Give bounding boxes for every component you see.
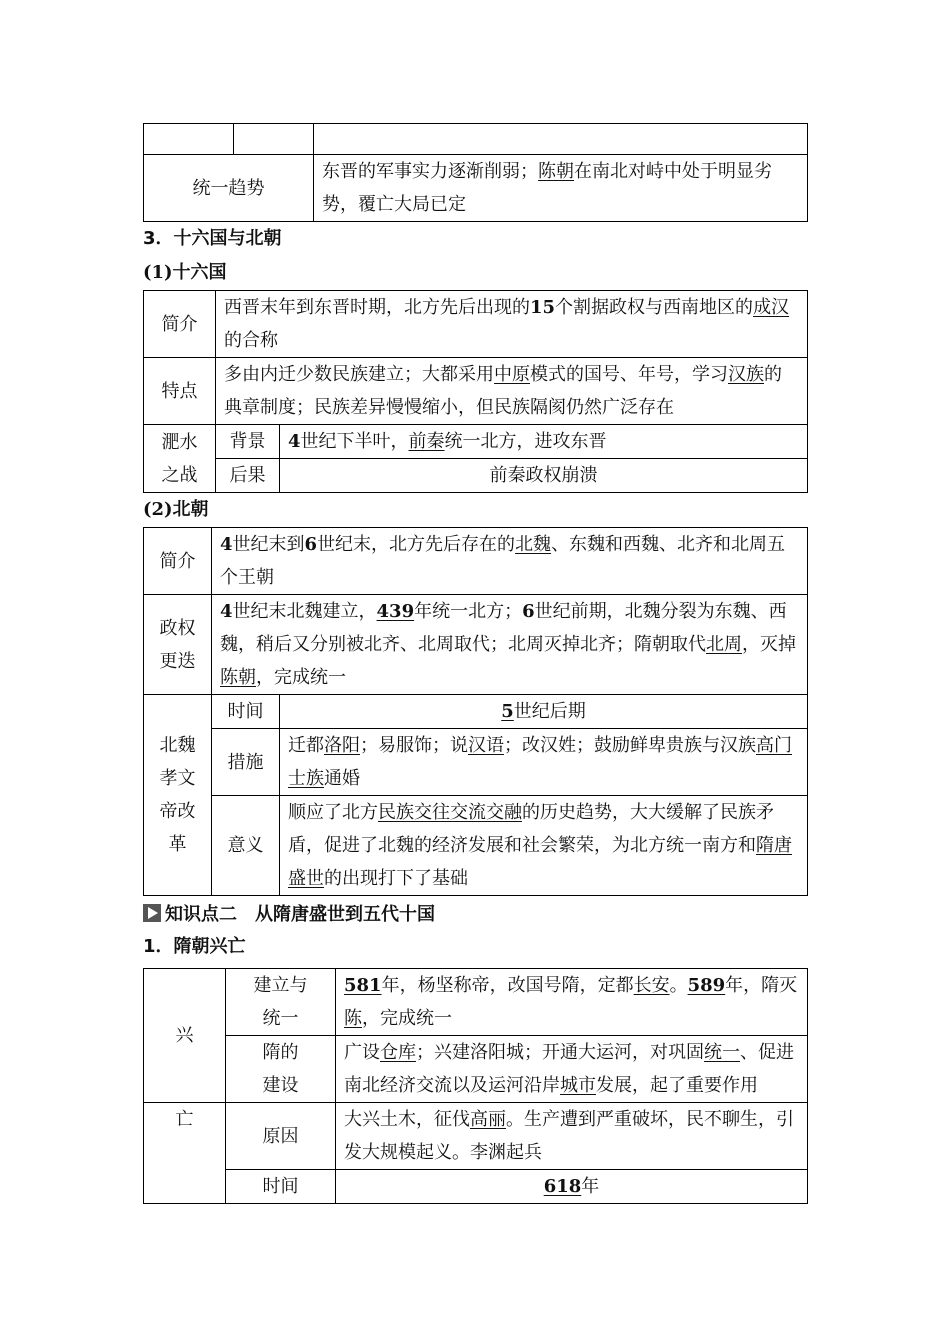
table-cell xyxy=(314,124,808,155)
row-label: 背景 xyxy=(216,425,280,459)
row-label: 特点 xyxy=(144,358,216,425)
row-text: 大兴土木，征伐高丽。生产遭到严重破坏，民不聊生，引发大规模起义。李渊起兵 xyxy=(336,1103,808,1170)
row-label: 政权更迭 xyxy=(144,595,212,695)
subsection-title: (1)十六国 xyxy=(143,262,227,283)
table-row xyxy=(144,595,808,695)
row-label: 兴 xyxy=(144,969,226,1103)
row-label: 原因 xyxy=(226,1103,336,1170)
section-title: 3．十六国与北朝 xyxy=(143,228,282,249)
table-row xyxy=(144,155,808,222)
row-label: 时间 xyxy=(226,1170,336,1204)
row-label: 措施 xyxy=(212,729,280,796)
row-text: 西晋末年到东晋时期，北方先后出现的15个割据政权与西南地区的成汉的合称 xyxy=(216,291,808,358)
sixteen-kingdoms-table xyxy=(143,290,808,493)
table-cell xyxy=(234,124,314,155)
row-label: 时间 xyxy=(212,695,280,729)
table-row xyxy=(144,1103,808,1170)
table-row xyxy=(144,124,808,155)
row-text: 618年 xyxy=(336,1170,808,1204)
table-row xyxy=(144,291,808,358)
row-label: 意义 xyxy=(212,796,280,896)
document-page xyxy=(143,123,807,1204)
table-row xyxy=(144,358,808,425)
row-label: 淝水之战 xyxy=(144,425,216,493)
section-title: 1．隋朝兴亡 xyxy=(143,936,246,957)
subsection-title: (2)北朝 xyxy=(143,499,209,520)
row-text: 581年，杨坚称帝，改国号隋，定都长安。589年，隋灭陈，完成统一 xyxy=(336,969,808,1036)
row-text: 前秦政权崩溃 xyxy=(280,459,808,493)
row-label: 隋的建设 xyxy=(226,1036,336,1103)
row-text: 4世纪下半叶，前秦统一北方，进攻东晋 xyxy=(280,425,808,459)
row-text: 4世纪末到6世纪末，北方先后存在的北魏、东魏和西魏、北齐和北周五个王朝 xyxy=(212,528,808,595)
row-text: 多由内迁少数民族建立；大都采用中原模式的国号、年号，学习汉族的典章制度；民族差异慢慢缩小，但民族隔阂仍然广泛存在 xyxy=(216,358,808,425)
table-row xyxy=(144,695,808,729)
row-label: 简介 xyxy=(144,528,212,595)
row-text: 广设仓库；兴建洛阳城；开通大运河，对巩固统一、促进南北经济交流以及运河沿岸城市发展，起了重要作用 xyxy=(336,1036,808,1103)
table-row xyxy=(144,969,808,1036)
row-label: 后果 xyxy=(216,459,280,493)
knowledge-point-heading xyxy=(143,896,807,930)
table-row xyxy=(144,796,808,896)
table-row xyxy=(144,425,808,459)
unification-trend-label: 统一趋势 xyxy=(144,155,314,222)
row-label: 北魏孝文帝改革 xyxy=(144,695,212,896)
row-label: 建立与统一 xyxy=(226,969,336,1036)
table-row xyxy=(144,729,808,796)
row-text: 迁都洛阳；易服饰；说汉语；改汉姓；鼓励鲜卑贵族与汉族高门士族通婚 xyxy=(280,729,808,796)
row-text: 4世纪末北魏建立，439年统一北方；6世纪前期，北魏分裂为东魏、西魏，稍后又分别被北齐、北周取代；北周灭掉北齐；隋朝取代北周，灭掉陈朝，完成统一 xyxy=(212,595,808,695)
knowledge-point-subtitle: 从隋唐盛世到五代十国 xyxy=(255,904,435,925)
northern-dynasties-table xyxy=(143,527,808,896)
row-label: 简介 xyxy=(144,291,216,358)
row-text: 5世纪后期 xyxy=(280,695,808,729)
top-table xyxy=(143,123,808,222)
table-cell xyxy=(144,124,234,155)
unification-trend-text: 东晋的军事实力逐渐削弱；陈朝在南北对峙中处于明显劣势，覆亡大局已定 xyxy=(314,155,808,222)
row-text: 顺应了北方民族交往交流交融的历史趋势，大大缓解了民族矛盾，促进了北魏的经济发展和社会繁荣，为北方统一南方和隋唐盛世的出现打下了基础 xyxy=(280,796,808,896)
row-label: 亡 xyxy=(144,1103,226,1204)
table-row xyxy=(144,528,808,595)
table-row xyxy=(144,1036,808,1103)
knowledge-point-label: 知识点二 xyxy=(165,904,237,925)
play-triangle-icon xyxy=(143,904,161,922)
sui-dynasty-table xyxy=(143,968,808,1204)
table-row xyxy=(144,1170,808,1204)
table-row xyxy=(144,459,808,493)
